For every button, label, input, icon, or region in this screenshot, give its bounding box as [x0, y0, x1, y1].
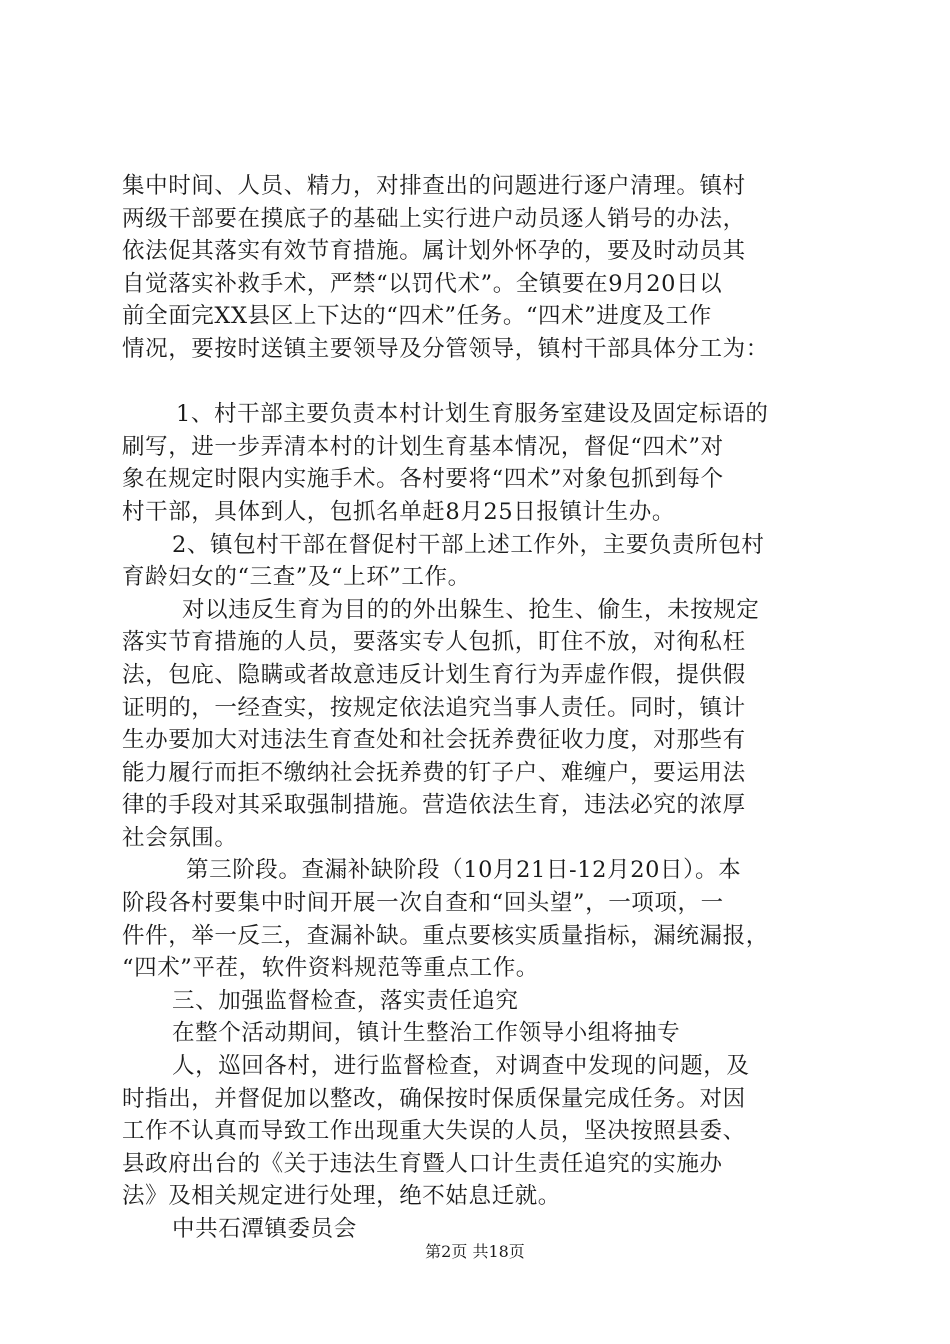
paragraph-line: 法，包庇、隐瞒或者故意违反计划生育行为弄虚作假，提供假 — [122, 661, 746, 688]
page-footer — [0, 1240, 950, 1264]
paragraph-line: 能力履行而拒不缴纳社会抚养费的钉子户、难缠户，要运用法 — [122, 759, 746, 786]
paragraph-line: 法》及相关规定进行处理，绝不姑息迁就。 — [122, 1183, 561, 1210]
paragraph-line: 刷写，进一步弄清本村的计划生育基本情况，督促“四术”对 — [122, 433, 724, 460]
paragraph-line: 自觉落实补救手术，严禁“以罚代术”。全镇要在9月20日以 — [122, 270, 723, 297]
paragraph-line: 生办要加大对违法生育查处和社会抚养费征收力度，对那些有 — [122, 727, 746, 754]
paragraph-line: 村干部，具体到人，包抓名单赶8月25日报镇计生办。 — [122, 498, 675, 525]
paragraph-line: 阶段各村要集中时间开展一次自查和“回头望”，一项项，一 — [122, 890, 724, 917]
paragraph-line: 律的手段对其采取强制措施。营造依法生育，违法必究的浓厚 — [122, 792, 746, 819]
paragraph-line: 证明的，一经查实，按规定依法追究当事人责任。同时，镇计 — [122, 694, 746, 721]
paragraph-line: 依法促其落实有效节育措施。属计划外怀孕的，要及时动员其 — [122, 238, 746, 265]
document-body — [122, 170, 830, 1246]
paragraph-line: 时指出，并督促加以整改，确保按时保质保量完成任务。对因 — [122, 1085, 746, 1112]
paragraph-line: 情况，要按时送镇主要领导及分管领导，镇村干部具体分工为： — [122, 335, 769, 362]
paragraph-line: 县政府出台的《关于违法生育暨人口计生责任追究的实施办 — [122, 1150, 723, 1177]
signature-line: 中共石潭镇委员会 — [172, 1216, 357, 1242]
paragraph-line: 落实节育措施的人员，要落实专人包抓，盯住不放，对徇私枉 — [122, 629, 746, 656]
section-heading: 三、加强监督检查，落实责任追究 — [172, 987, 519, 1014]
paragraph-line: 2、镇包村干部在督促村干部上述工作外，主要负责所包村 — [172, 531, 765, 558]
paragraph-line: 人，巡回各村，进行监督检查，对调查中发现的问题，及 — [172, 1053, 750, 1080]
paragraph-gap — [122, 366, 830, 399]
paragraph-line: 工作不认真而导致工作出现重大失误的人员，坚决按照县委、 — [122, 1118, 746, 1145]
paragraph-line: 1、村干部主要负责本村计划生育服务室建设及固定标语的 — [176, 401, 769, 428]
paragraph-line: “四术”平茬，软件资料规范等重点工作。 — [122, 955, 539, 982]
page-indicator: 第2页 共18页 — [425, 1242, 525, 1261]
paragraph-line: 育龄妇女的“三查”及“上环”工作。 — [122, 564, 471, 591]
paragraph-line: 集中时间、人员、精力，对排查出的问题进行逐户清理。镇村 — [122, 173, 746, 199]
paragraph-line: 象在规定时限内实施手术。各村要将“四术”对象包抓到每个 — [122, 466, 724, 493]
paragraph-line: 在整个活动期间，镇计生整治工作领导小组将抽专 — [172, 1020, 681, 1047]
paragraph-line: 社会氛围。 — [122, 824, 238, 851]
paragraph-line: 对以违反生育为目的的外出躲生、抢生、偷生，未按规定 — [182, 596, 760, 623]
paragraph-line: 第三阶段。查漏补缺阶段（10月21日-12月20日）。本 — [186, 857, 742, 884]
paragraph-line: 前全面完XX县区上下达的“四术”任务。“四术”进度及工作 — [122, 303, 712, 330]
paragraph-line: 件件，举一反三，查漏补缺。重点要核实质量指标，漏统漏报， — [122, 922, 769, 949]
paragraph-line: 两级干部要在摸底子的基础上实行进户动员逐人销号的办法， — [122, 205, 746, 232]
